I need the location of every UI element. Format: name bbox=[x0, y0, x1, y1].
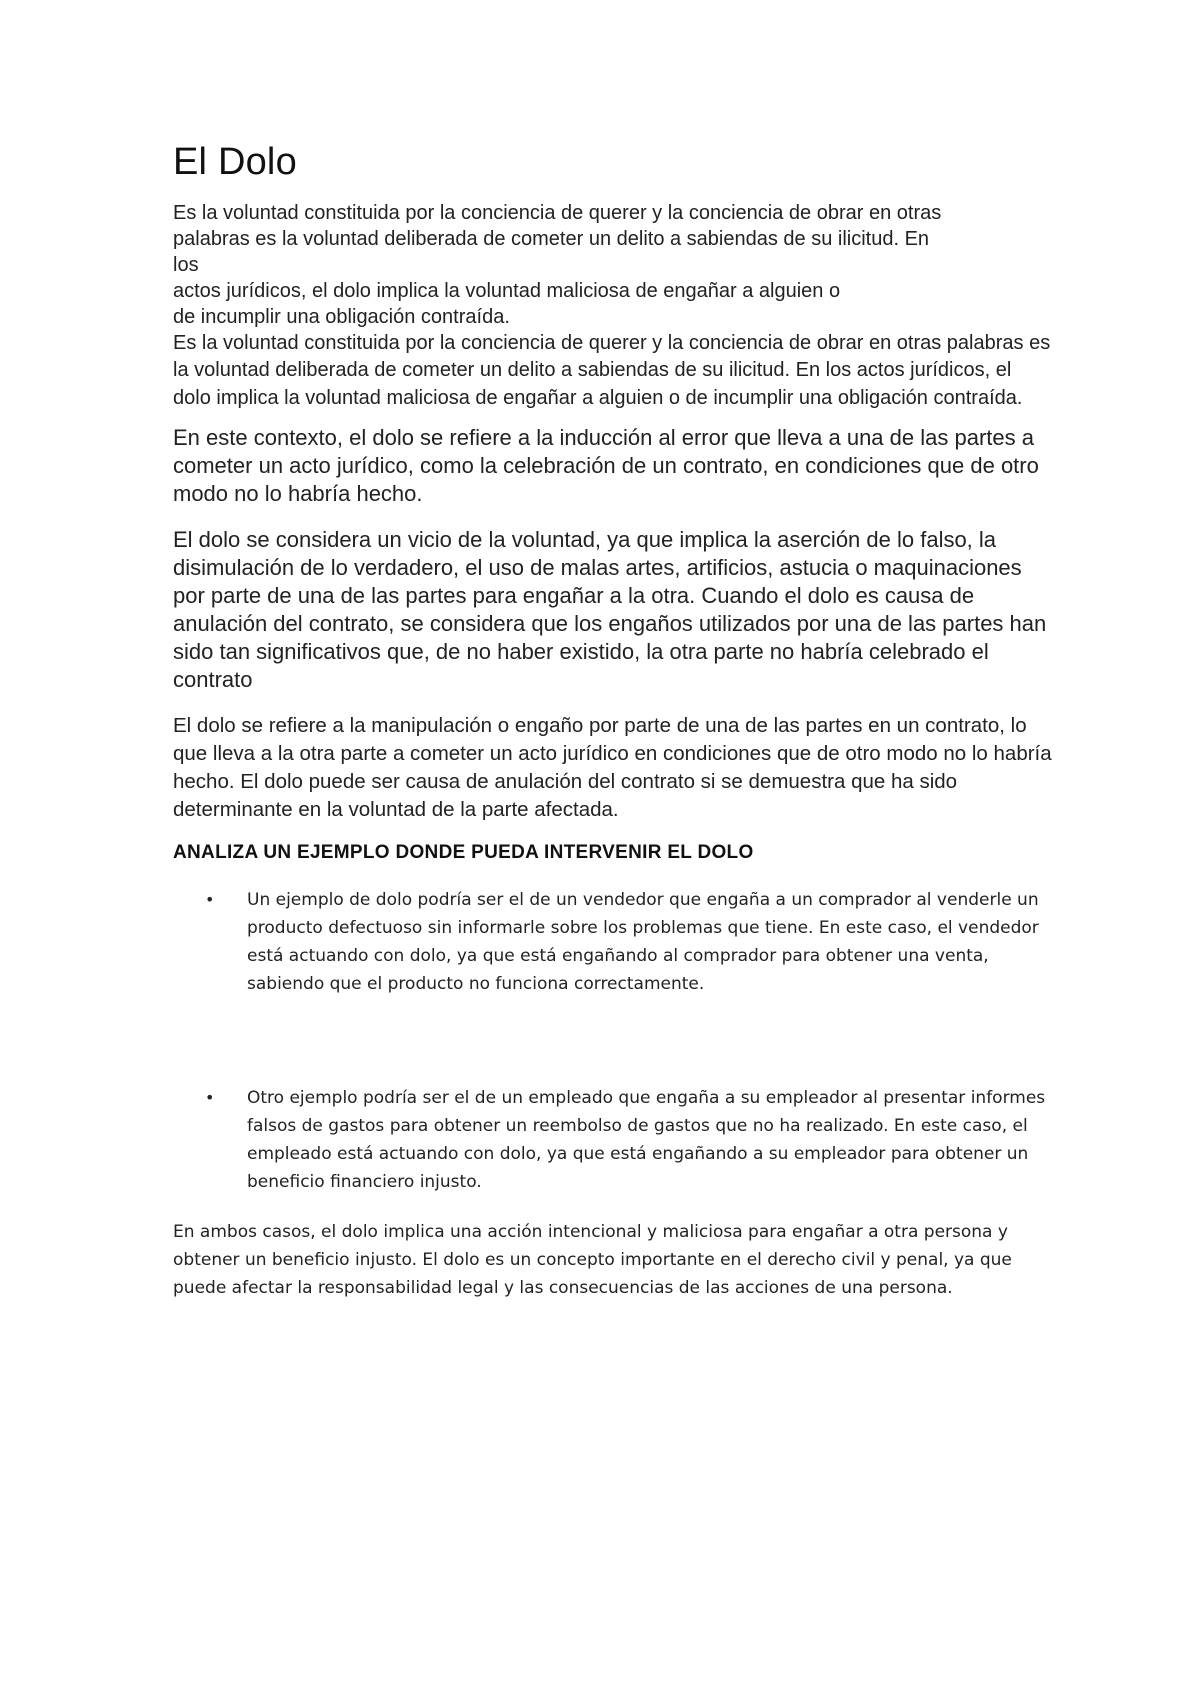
closing-paragraph: En ambos casos, el dolo implica una acción intencional y maliciosa para engañar a otra persona y obtener un beneficio injusto. El dolo es un concepto importante en el derecho civil y penal, ya que puede afectar la responsabilidad legal y las consecuencias de las acciones de una persona. bbox=[173, 1222, 1012, 1299]
document-title: El Dolo bbox=[173, 141, 297, 183]
paragraph-vicio: El dolo se considera un vicio de la voluntad, ya que implica la aserción de lo falso, la disimulación de lo verdadero, el uso de malas artes, artificios, astucia o maquinaciones por parte de una de las partes para engañar a la otra. Cuando el dolo es causa de anulación del contrato, se considera que los engaños utilizados por una de las partes han sido tan significativos que, de no haber existido, la otra parte no habría celebrado el contrato bbox=[173, 527, 1047, 693]
example-list bbox=[173, 886, 1053, 1196]
intro-line: Es la voluntad constituida por la conciencia de querer y la conciencia de obrar en otras bbox=[173, 201, 942, 224]
bullet-icon: • bbox=[205, 1088, 215, 1108]
intro-line: los bbox=[173, 253, 199, 276]
bullet-icon: • bbox=[205, 890, 215, 910]
paragraph-repeat: Es la voluntad constituida por la conciencia de querer y la conciencia de obrar en otras palabras es la voluntad deliberada de cometer un delito a sabiendas de su ilicitud. En los actos jurídicos, el dolo implica la voluntad maliciosa de engañar a alguien o de incumplir una obligación contraída. bbox=[173, 331, 1051, 409]
intro-block bbox=[173, 200, 1053, 330]
intro-line: actos jurídicos, el dolo implica la voluntad maliciosa de engañar a alguien o bbox=[173, 279, 841, 302]
list-item bbox=[173, 1084, 1053, 1196]
document-content bbox=[173, 140, 1053, 1302]
intro-line: palabras es la voluntad deliberada de cometer un delito a sabiendas de su ilicitud. En bbox=[173, 227, 930, 250]
example-text: Un ejemplo de dolo podría ser el de un vendedor que engaña a un comprador al venderle un producto defectuoso sin informarle sobre los problemas que tiene. En este caso, el vendedor está actuando con dolo, ya que está engañando al comprador para obtener una venta, sabiendo que el producto no funciona correctamente. bbox=[247, 890, 1039, 995]
list-item bbox=[173, 886, 1053, 998]
intro-line: de incumplir una obligación contraída. bbox=[173, 305, 510, 328]
paragraph-manipulacion: El dolo se refiere a la manipulación o engaño por parte de una de las partes en un contrato, lo que lleva a la otra parte a cometer un acto jurídico en condiciones que de otro modo no lo habría hecho. El dolo puede ser causa de anulación del contrato si se demuestra que ha sido determinante en la voluntad de la parte afectada. bbox=[173, 714, 1052, 822]
paragraph-context: En este contexto, el dolo se refiere a la inducción al error que lleva a una de las partes a cometer un acto jurídico, como la celebración de un contrato, en condiciones que de otro modo no lo habría hecho. bbox=[173, 425, 1039, 507]
section-heading: ANALIZA UN EJEMPLO DONDE PUEDA INTERVENIR EL DOLO bbox=[173, 842, 754, 864]
example-text: Otro ejemplo podría ser el de un empleado que engaña a su empleador al presentar informes falsos de gastos para obtener un reembolso de gastos que no ha realizado. En este caso, el empleado está actuando con dolo, ya que está engañando a su empleador para obtener un beneficio financiero injusto. bbox=[247, 1088, 1046, 1193]
